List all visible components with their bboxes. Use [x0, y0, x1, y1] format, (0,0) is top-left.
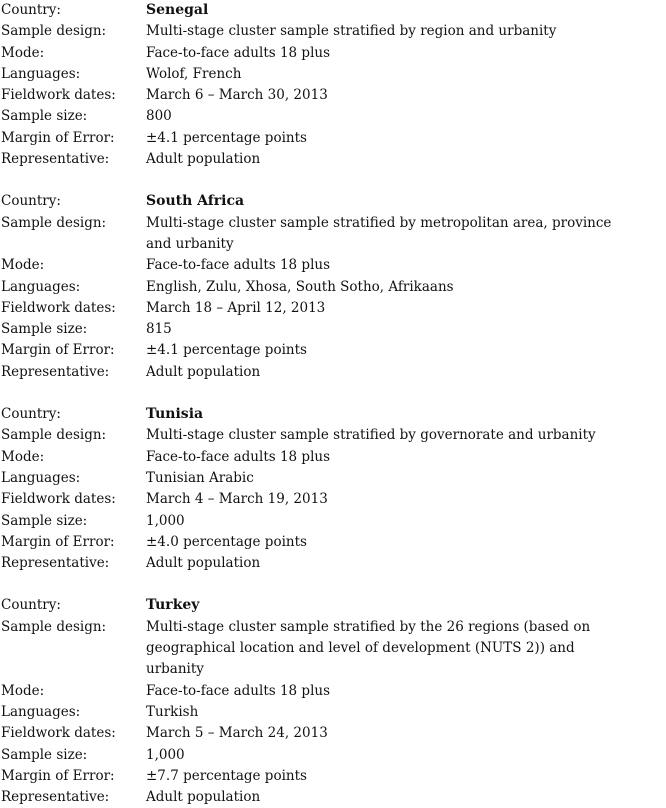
sample-design-label: Sample design: [1, 23, 107, 40]
country-label: Country: [1, 2, 61, 18]
fieldwork-dates-value: March 5 – March 24, 2013 [146, 725, 328, 742]
fieldwork-dates-value: March 6 – March 30, 2013 [146, 87, 328, 104]
margin-of-error-label: Margin of Error: [1, 767, 115, 784]
sample-size-row [0, 511, 666, 532]
languages-value: Turkish [146, 703, 199, 720]
fieldwork-dates-row [0, 85, 666, 106]
country-label: Country: [1, 406, 61, 423]
mode-value: Face-to-face adults 18 plus [146, 44, 331, 61]
mode-row [0, 43, 666, 64]
fieldwork-dates-row [0, 489, 666, 510]
sample-size-row [0, 319, 666, 340]
sample-size-value: 800 [146, 108, 172, 125]
mode-value: Face-to-face adults 18 plus [146, 448, 331, 465]
country-row [0, 404, 666, 425]
fieldwork-dates-value: March 4 – March 19, 2013 [146, 491, 328, 508]
country-block-senegal [0, 0, 666, 170]
languages-label: Languages: [1, 278, 81, 295]
margin-of-error-row [0, 340, 666, 361]
languages-label: Languages: [1, 469, 81, 486]
country-block-south-africa [0, 191, 666, 383]
country-block-turkey [0, 595, 666, 808]
sample-design-value: Multi-stage cluster sample stratified by governorate and urbanity [146, 427, 596, 444]
representative-row [0, 149, 666, 170]
sample-design-label: Sample design: [1, 618, 107, 635]
representative-value: Adult population [146, 789, 261, 806]
mode-label: Mode: [1, 448, 45, 465]
margin-of-error-label: Margin of Error: [1, 342, 115, 359]
sample-design-value: Multi-stage cluster sample stratified by metropolitan area, province and urbanity [146, 214, 612, 252]
country-row [0, 191, 666, 212]
fieldwork-dates-row [0, 723, 666, 744]
languages-label: Languages: [1, 65, 81, 82]
representative-label: Representative: [1, 363, 110, 380]
languages-value: Wolof, French [146, 65, 242, 82]
sample-size-row [0, 745, 666, 766]
margin-of-error-value: ±4.1 percentage points [146, 129, 307, 146]
sample-size-label: Sample size: [1, 321, 88, 338]
margin-of-error-value: ±4.0 percentage points [146, 533, 307, 550]
mode-value: Face-to-face adults 18 plus [146, 682, 331, 699]
margin-of-error-value: ±4.1 percentage points [146, 342, 307, 359]
languages-row [0, 64, 666, 85]
languages-value: English, Zulu, Xhosa, South Sotho, Afrikaans [146, 278, 454, 295]
sample-size-row [0, 106, 666, 127]
fieldwork-dates-row [0, 298, 666, 319]
sample-size-value: 1,000 [146, 512, 185, 529]
mode-row [0, 447, 666, 468]
sample-design-row [0, 213, 666, 256]
fieldwork-dates-label: Fieldwork dates: [1, 491, 116, 508]
country-name: Senegal [146, 2, 209, 18]
margin-of-error-row [0, 532, 666, 553]
margin-of-error-value: ±7.7 percentage points [146, 767, 307, 784]
representative-row [0, 362, 666, 383]
sample-size-label: Sample size: [1, 108, 88, 125]
sample-size-label: Sample size: [1, 512, 88, 529]
sample-size-value: 815 [146, 321, 172, 338]
representative-row [0, 787, 666, 808]
margin-of-error-label: Margin of Error: [1, 533, 115, 550]
country-label: Country: [1, 597, 61, 614]
mode-label: Mode: [1, 44, 45, 61]
representative-value: Adult population [146, 151, 261, 168]
sample-design-row [0, 617, 666, 681]
country-row [0, 0, 666, 21]
fieldwork-dates-value: March 18 – April 12, 2013 [146, 299, 326, 316]
sample-design-label: Sample design: [1, 427, 107, 444]
country-block-tunisia [0, 404, 666, 574]
languages-row [0, 702, 666, 723]
sample-size-label: Sample size: [1, 746, 88, 763]
country-label: Country: [1, 193, 61, 210]
representative-value: Adult population [146, 363, 261, 380]
representative-value: Adult population [146, 555, 261, 572]
country-name: Tunisia [146, 406, 204, 423]
representative-row [0, 553, 666, 574]
sample-size-value: 1,000 [146, 746, 185, 763]
sample-design-row [0, 21, 666, 42]
mode-value: Face-to-face adults 18 plus [146, 257, 331, 274]
country-row [0, 595, 666, 616]
languages-row [0, 468, 666, 489]
fieldwork-dates-label: Fieldwork dates: [1, 299, 116, 316]
languages-row [0, 277, 666, 298]
sample-design-value: Multi-stage cluster sample stratified by the 26 regions (based on geographical location and level of development (NUTS 2)) and urbanity [146, 618, 591, 678]
mode-row [0, 681, 666, 702]
fieldwork-dates-label: Fieldwork dates: [1, 725, 116, 742]
margin-of-error-row [0, 766, 666, 787]
languages-value: Tunisian Arabic [146, 469, 254, 486]
margin-of-error-label: Margin of Error: [1, 129, 115, 146]
fieldwork-dates-label: Fieldwork dates: [1, 87, 116, 104]
mode-label: Mode: [1, 257, 45, 274]
sample-design-value: Multi-stage cluster sample stratified by region and urbanity [146, 23, 557, 40]
languages-label: Languages: [1, 703, 81, 720]
representative-label: Representative: [1, 555, 110, 572]
margin-of-error-row [0, 128, 666, 149]
representative-label: Representative: [1, 151, 110, 168]
sample-design-label: Sample design: [1, 214, 107, 231]
country-name: Turkey [146, 597, 200, 614]
sample-design-row [0, 425, 666, 446]
country-name: South Africa [146, 193, 245, 210]
mode-row [0, 255, 666, 276]
representative-label: Representative: [1, 789, 110, 806]
mode-label: Mode: [1, 682, 45, 699]
